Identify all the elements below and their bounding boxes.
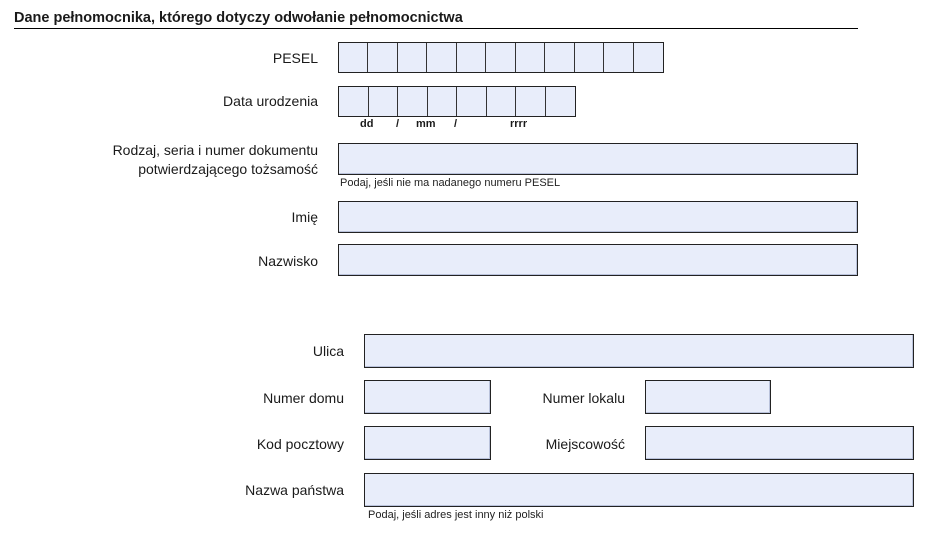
- document-field[interactable]: [338, 143, 858, 175]
- pesel-digit-cell[interactable]: [486, 43, 515, 72]
- birthdate-input[interactable]: [338, 86, 576, 117]
- street-field[interactable]: [364, 334, 914, 368]
- street-label: Ulica: [312, 343, 344, 359]
- birthdate-digit-cell[interactable]: [398, 87, 428, 116]
- house-number-field[interactable]: [364, 380, 491, 414]
- first-name-label: Imię: [291, 209, 318, 225]
- birthdate-digit-cell[interactable]: [428, 87, 458, 116]
- date-day-hint: dd: [360, 118, 374, 130]
- country-hint: Podaj, jeśli adres jest inny niż polski: [368, 509, 544, 521]
- pesel-digit-cell[interactable]: [398, 43, 427, 72]
- pesel-digit-cell[interactable]: [604, 43, 633, 72]
- city-field[interactable]: [645, 426, 914, 460]
- pesel-digit-cell[interactable]: [516, 43, 545, 72]
- birthdate-digit-cell[interactable]: [516, 87, 546, 116]
- pesel-digit-cell[interactable]: [427, 43, 456, 72]
- house-number-label: Numer domu: [263, 390, 344, 406]
- date-year-hint: rrrr: [510, 118, 528, 130]
- pesel-digit-cell[interactable]: [634, 43, 663, 72]
- last-name-field[interactable]: [338, 244, 858, 276]
- date-month-hint: mm: [416, 118, 436, 130]
- city-label: Miejscowość: [545, 436, 625, 452]
- pesel-digit-cell[interactable]: [368, 43, 397, 72]
- document-label-line2: potwierdzającego tożsamość: [138, 161, 318, 177]
- document-hint: Podaj, jeśli nie ma nadanego numeru PESEL: [340, 177, 561, 189]
- birthdate-label: Data urodzenia: [223, 93, 318, 109]
- date-separator: /: [396, 118, 400, 130]
- pesel-input[interactable]: [338, 42, 664, 73]
- birthdate-digit-cell[interactable]: [457, 87, 487, 116]
- pesel-digit-cell[interactable]: [545, 43, 574, 72]
- birthdate-digit-cell[interactable]: [339, 87, 369, 116]
- date-separator: /: [454, 118, 458, 130]
- apartment-number-field[interactable]: [645, 380, 771, 414]
- document-label-line1: Rodzaj, seria i numer dokumentu: [112, 142, 318, 158]
- birthdate-digit-cell[interactable]: [546, 87, 576, 116]
- last-name-label: Nazwisko: [258, 253, 318, 269]
- postal-code-label: Kod pocztowy: [256, 436, 344, 452]
- pesel-digit-cell[interactable]: [575, 43, 604, 72]
- pesel-label: PESEL: [272, 50, 318, 66]
- postal-code-field[interactable]: [364, 426, 491, 460]
- birthdate-digit-cell[interactable]: [369, 87, 399, 116]
- pesel-digit-cell[interactable]: [457, 43, 486, 72]
- first-name-field[interactable]: [338, 201, 858, 233]
- country-label: Nazwa państwa: [245, 482, 344, 498]
- pesel-digit-cell[interactable]: [339, 43, 368, 72]
- birthdate-digit-cell[interactable]: [487, 87, 517, 116]
- apartment-number-label: Numer lokalu: [542, 390, 625, 406]
- country-field[interactable]: [364, 473, 914, 507]
- section-title: Dane pełnomocnika, którego dotyczy odwołanie pełnomocnictwa: [14, 8, 858, 29]
